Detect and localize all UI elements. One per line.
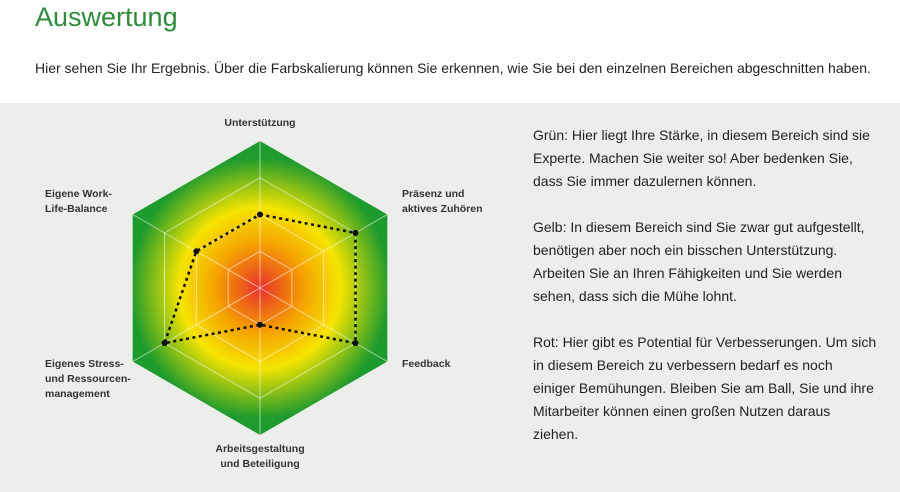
axis-label: Eigenes Stress-und Ressourcen-management [45, 358, 131, 400]
legend-green [533, 124, 878, 193]
legend-green-text: Hier liegt Ihre Stärke, in diesem Bereich sind sie Experte. Machen Sie weiter so! Aber bedenken Sie, dass Sie immer dazulernen können. [533, 127, 870, 189]
axis-label: Feedback [402, 358, 451, 370]
axis-label: Unterstützung [224, 117, 296, 129]
legend-yellow-text: In diesem Bereich sind Sie zwar gut aufgestellt, benötigen aber noch ein bisschen Unterstützung. Arbeiten Sie an Ihren Fähigkeiten und Sie werden sehen, dass sich die Mühe lohnt. [533, 219, 865, 304]
axis-label: Eigene Work-Life-Balance [45, 188, 112, 215]
result-point [257, 212, 263, 218]
color-legend [533, 124, 878, 446]
page-title: Auswertung [35, 2, 178, 32]
legend-red [533, 331, 878, 446]
legend-yellow [533, 216, 878, 308]
result-point [257, 322, 263, 328]
legend-yellow-term: Gelb: [533, 219, 567, 235]
result-point [162, 340, 168, 346]
legend-red-text: Hier gibt es Potential für Verbesserungen. Um sich in diesem Bereich zu verbessern bedarf es noch einiger Bemühungen. Bleiben Sie am Ball, Sie und ihre Mitarbeiter können einen großen Nutzen daraus ziehen. [533, 334, 877, 442]
axis-label: Arbeitsgestaltung und Beteiligung [215, 443, 305, 470]
result-point [352, 340, 358, 346]
intro-text: Hier sehen Sie Ihr Ergebnis. Über die Farbskalierung können Sie erkennen, wie Sie bei den einzelnen Bereichen abgeschnitten haben. [35, 60, 871, 76]
legend-green-term: Grün: [533, 127, 569, 143]
result-point [352, 230, 358, 236]
axis-label: Präsenz und aktives Zuhören [402, 188, 483, 215]
legend-red-term: Rot: [533, 334, 559, 350]
result-point [193, 248, 199, 254]
